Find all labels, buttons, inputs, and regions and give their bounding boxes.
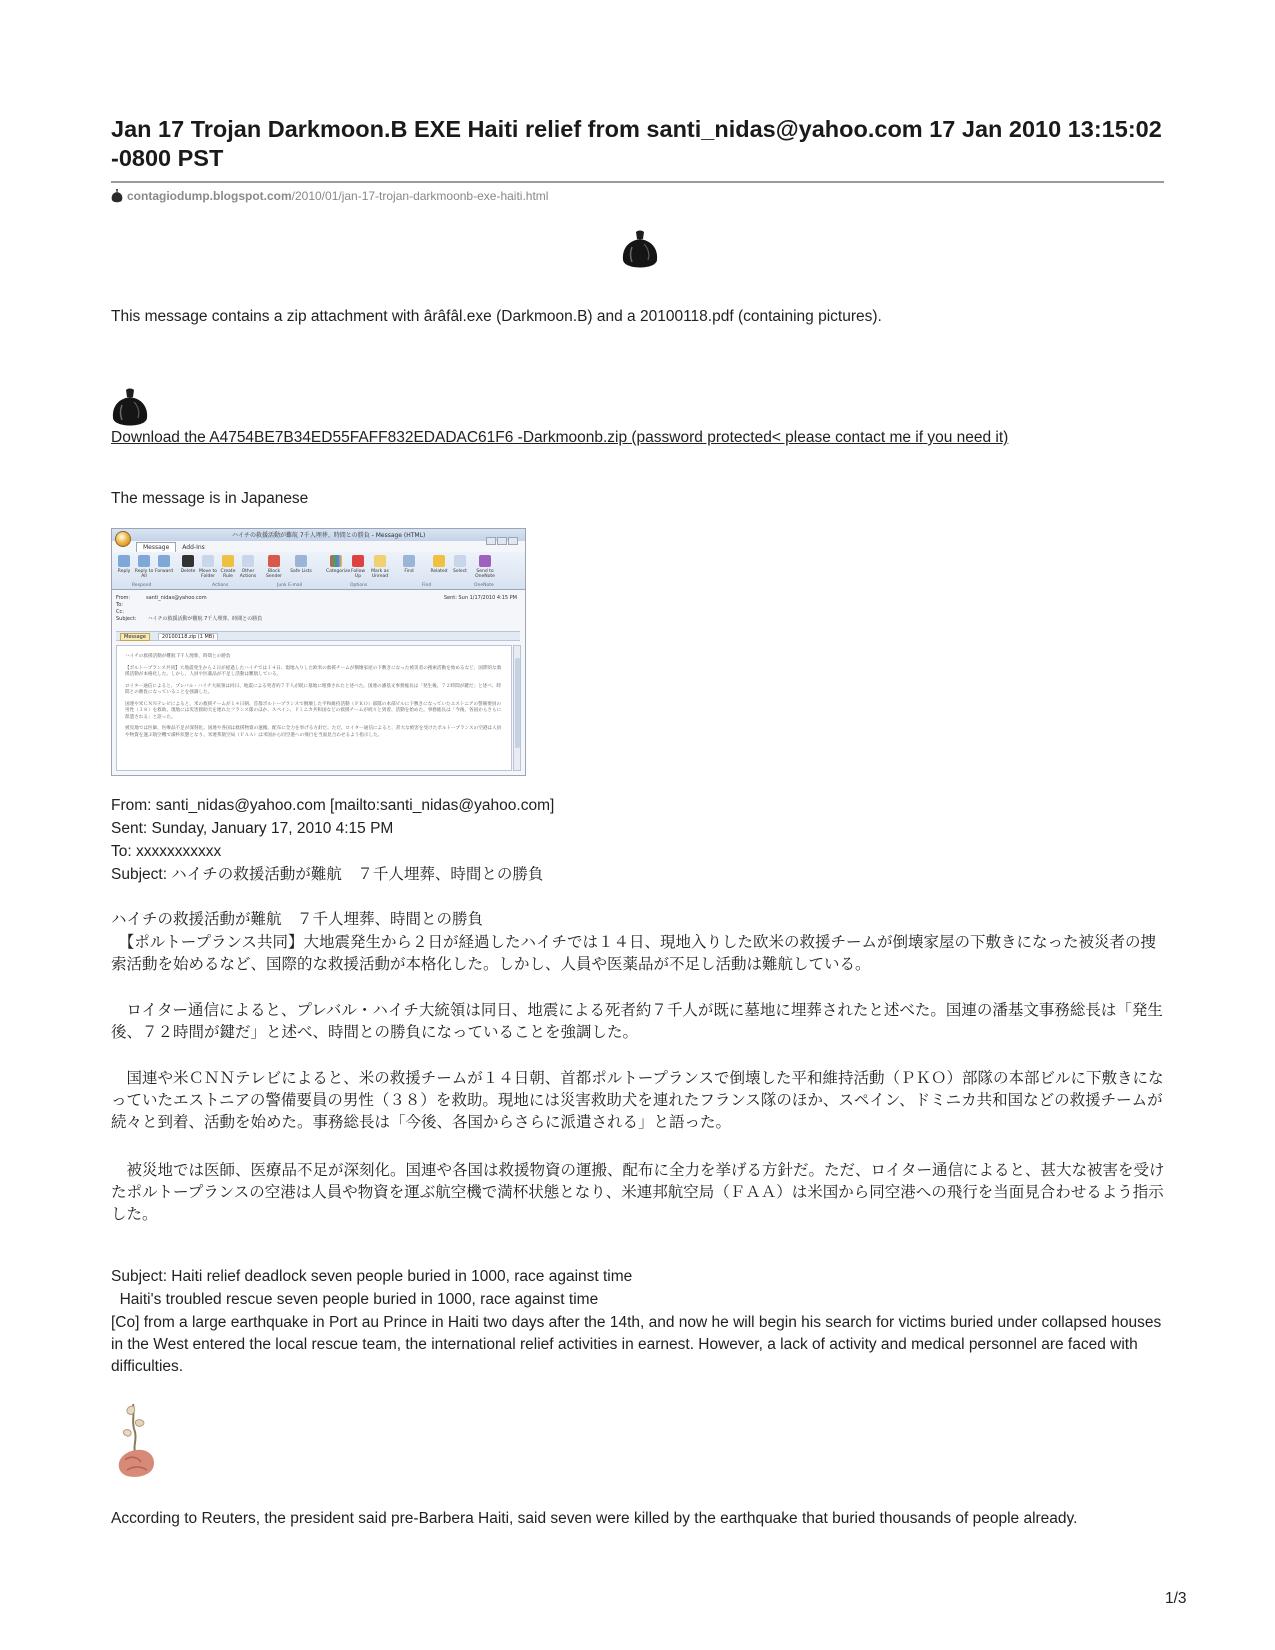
garbage-bag-icon <box>110 388 150 430</box>
categorize-icon <box>330 555 342 567</box>
screenshot-attachments: Message 20100118.zip (1 MB) <box>116 631 520 641</box>
safe-lists-icon <box>295 555 307 567</box>
garbage-bag-icon <box>111 189 123 203</box>
translation-paragraph: [Co] from a large earthquake in Port au Prince in Haiti two days after the 14th, and now he will begin his search for victims buried under collapsed houses in the West entered the local rescue team, the international relief activities in earnest. However, a lack of activity and medical personnel are faced with difficulties. <box>111 1314 1162 1375</box>
language-note: The message is in Japanese <box>111 490 309 507</box>
select-icon <box>454 555 466 567</box>
move-folder-icon <box>202 555 214 567</box>
intro-text: This message contains a zip attachment with ârâfâl.exe (Darkmoon.B) and a 20100118.pdf (containing pictures). <box>111 308 882 325</box>
reply-icon <box>118 555 130 567</box>
header-to: To: xxxxxxxxxxx <box>111 843 222 860</box>
page-number: 1/3 <box>1165 1590 1187 1607</box>
rule-icon <box>222 555 234 567</box>
flag-icon <box>352 555 364 567</box>
japanese-paragraph-1: 【ポルトープランス共同】大地震発生から２日が経過したハイチでは１４日、現地入りした欧米の救援チームが倒壊家屋の下敷きになった被災者の捜索活動を始めるなど、国際的な救援活動が本格化した。しかし、人員や医薬品が不足し活動は難航している。 <box>111 934 1157 973</box>
actions-icon <box>242 555 254 567</box>
header-from: From: santi_nidas@yahoo.com [mailto:santi_nidas@yahoo.com] <box>111 797 555 814</box>
japanese-paragraph-2: ロイター通信によると、プレバル・ハイチ大統領は同日、地震による死者約７千人が既に墓地に埋葬されたと述べた。国連の潘基文事務総長は「発生後、７２時間が鍵だ」と述べ、時間との勝負になっていることを強調した。 <box>111 1002 1163 1041</box>
title-divider <box>111 181 1164 183</box>
source-path: /2010/01/jan-17-trojan-darkmoonb-exe-haiti.html <box>291 189 549 203</box>
delete-icon <box>182 555 194 567</box>
onenote-icon <box>479 555 491 567</box>
screenshot-window-title: ハイチの救援活動が難航 7千人埋葬、時間との勝負 - Message (HTML) <box>232 532 426 539</box>
window-controls <box>485 530 521 538</box>
office-button-icon <box>115 531 131 547</box>
translation-subject: Subject: Haiti relief deadlock seven people buried in 1000, race against time <box>111 1268 633 1285</box>
forward-icon <box>158 555 170 567</box>
screenshot-ribbon: Reply Reply to All Forward Delete Move to Folder Create Rule Other Actions Block Sender Safe Lists Categorize Follow Up Mark as Unread Find Related Select Send to OneNote <box>112 552 525 590</box>
unread-icon <box>374 555 386 567</box>
translation-reuters: According to Reuters, the president said pre-Barbera Haiti, said seven were killed by the earthquake that buried thousands of people already. <box>111 1510 1078 1527</box>
header-sent: Sent: Sunday, January 17, 2010 4:15 PM <box>111 820 394 837</box>
source-domain: contagiodump.blogspot.com <box>127 189 292 203</box>
block-sender-icon <box>268 555 280 567</box>
japanese-headline: ハイチの救援活動が難航 ７千人埋葬、時間との勝負 <box>111 911 484 928</box>
japanese-paragraph-3: 国連や米ＣＮＮテレビによると、米の救援チームが１４日朝、首都ポルトープランスで倒壊した平和維持活動（ＰＫＯ）部隊の本部ビルに下敷きになっていたエストニアの警備要員の男性（３８）を救助。現地には災害救助犬を連れたフランス隊のほか、スペイン、ドミニカ共和国などの救援チームが続々と到着、活動を始めた。事務総長は「今後、各国からさらに派遣される」と語った。 <box>111 1070 1164 1131</box>
flower-image <box>111 1400 161 1480</box>
related-icon <box>433 555 445 567</box>
japanese-paragraph-4: 被災地では医師、医療品不足が深刻化。国連や各国は救援物資の運搬、配布に全力を挙げる方針だ。ただ、ロイター通信によると、甚大な被害を受けたポルトープランスの空港は人員や物資を運ぶ航空機で満杯状態となり、米連邦航空局（ＦＡＡ）は米国から同空港への飛行を当面見合わせるよう指示した。 <box>111 1162 1165 1223</box>
screenshot-tabs <box>136 542 211 552</box>
screenshot-body: ハイチの救援活動が難航 7千人埋葬、時間との勝負 【ポルトープランス共同】大地震発生から２日が経過したハイチでは１４日、現地入りした欧米の救援チームが倒壊家屋の下敷きになった被災者の捜索活動を始めるなど、国際的な救援活動が本格化した。しかし、人員や医薬品が不足し活動は難航している。 ロイター通信によると、プレバル・ハイチ大統領は同日、地震による死者約７千人が既に墓地に埋葬されたと述べた。国連の潘基文事務総長は「発生後、７２時間が鍵だ」と述べ、時間との勝負になっていることを強調した。 国連や米ＣＮＮテレビによると、米の救援チームが１４日朝、首都ポルトープランスで倒壊した平和維持活動（ＰＫＯ）部隊の本部ビルに下敷きになっていたエストニアの警備要員の男性（３８）を救助。現地には災害救助犬を連れたフランス隊のほか、スペイン、ドミニカ共和国などの救援チームが続々と到着、活動を始めた。事務総長は「今後、各国からさらに派遣される」と語った。 被災地では医師、医療品不足が深刻化。国連や各国は救援物資の運搬、配布に全力を挙げる方針だ。ただ、ロイター通信によると、甚大な被害を受けたポルトープランスの空港は人員や物資を運ぶ航空機で満杯状態となり、米連邦航空局（ＦＡＡ）は米国から同空港への飛行を当面見合わせるよう指示した。 <box>116 645 512 771</box>
translation-headline: Haiti's troubled rescue seven people buried in 1000, race against time <box>111 1291 599 1308</box>
email-screenshot <box>111 528 526 776</box>
find-icon <box>403 555 415 567</box>
source-url[interactable] <box>111 189 548 203</box>
tab-message: Message <box>136 542 176 552</box>
screenshot-headers: From: santi_nidas@yahoo.com To: Cc: Subject: ハイチの救援活動が難航 7千人埋葬、時間との勝負 Sent: Sun 1/17/2010 4:15 PM <box>116 595 517 622</box>
download-link[interactable]: Download the A4754BE7B34ED55FAFF832EDADAC61F6 -Darkmoonb.zip (password protected< please contact me if you need it) <box>111 429 1009 446</box>
tab-add-ins: Add-Ins <box>182 544 205 551</box>
reply-all-icon <box>138 555 150 567</box>
page-title: Jan 17 Trojan Darkmoon.B EXE Haiti relief from santi_nidas@yahoo.com 17 Jan 2010 13:15:02 -0800 PST <box>111 116 1162 171</box>
screenshot-scrollbar <box>513 645 521 771</box>
header-subject: Subject: ハイチの救援活動が難航 ７千人埋葬、時間との勝負 <box>111 866 544 883</box>
garbage-bag-icon <box>620 230 660 272</box>
ribbon-groups: Respond Actions Junk E-mail Options Find OneNote <box>132 583 494 588</box>
